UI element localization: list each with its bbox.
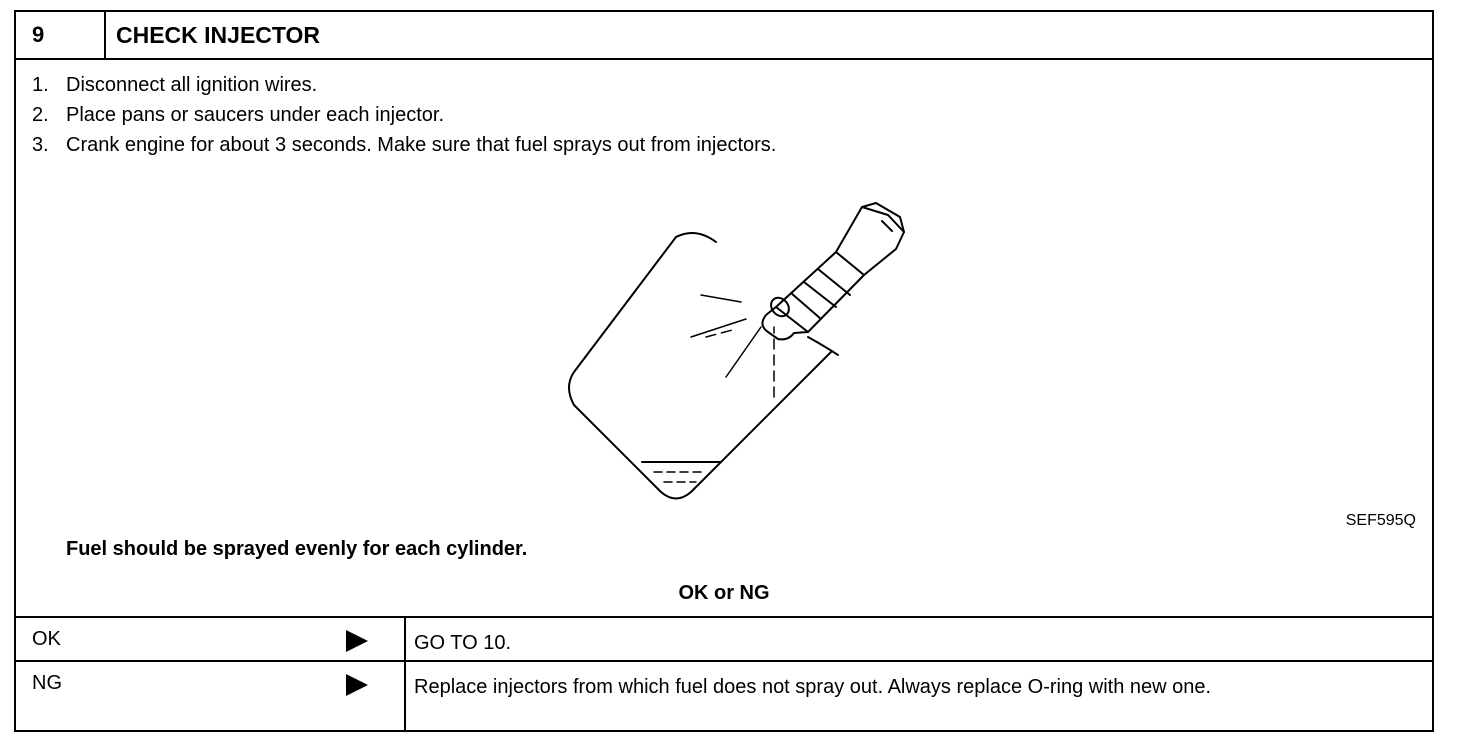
outcome-row-ok [16, 616, 1432, 660]
instruction-item [32, 100, 776, 130]
arrow-right-icon [346, 630, 368, 652]
instruction-text: Crank engine for about 3 seconds. Make sure that fuel sprays out from injectors. [66, 134, 777, 156]
outcome-action: Replace injectors from which fuel does not spray out. Always replace O-ring with new one. [414, 676, 1212, 698]
instruction-list [32, 70, 776, 160]
outcome-label: NG [32, 672, 62, 694]
instruction-text: Place pans or saucers under each injector. [66, 104, 444, 126]
outcome-row-ng [16, 660, 1432, 732]
step-number: 9 [16, 12, 106, 58]
injector-spray-illustration [546, 187, 926, 517]
instruction-item [32, 70, 776, 100]
procedure-box [14, 10, 1434, 732]
expected-result: Fuel should be sprayed evenly for each cylinder. [66, 538, 528, 560]
instruction-item [32, 130, 776, 160]
beaker-drawing [569, 233, 838, 499]
instruction-text: Disconnect all ignition wires. [66, 74, 318, 96]
outcome-action: GO TO 10. [414, 632, 512, 654]
figure-code: SEF595Q [1345, 512, 1416, 529]
procedure-title: CHECK INJECTOR [116, 22, 321, 48]
instruction-number: 3. [32, 134, 49, 156]
arrow-right-icon [346, 674, 368, 696]
injector-drawing [762, 203, 904, 339]
fuel-spray-lines [691, 295, 774, 397]
procedure-header [16, 12, 1432, 60]
instruction-number: 2. [32, 104, 49, 126]
instruction-number: 1. [32, 74, 49, 96]
column-divider [404, 618, 406, 660]
outcome-label: OK [32, 628, 61, 650]
decision-label: OK or NG [678, 582, 770, 604]
column-divider [404, 662, 406, 732]
